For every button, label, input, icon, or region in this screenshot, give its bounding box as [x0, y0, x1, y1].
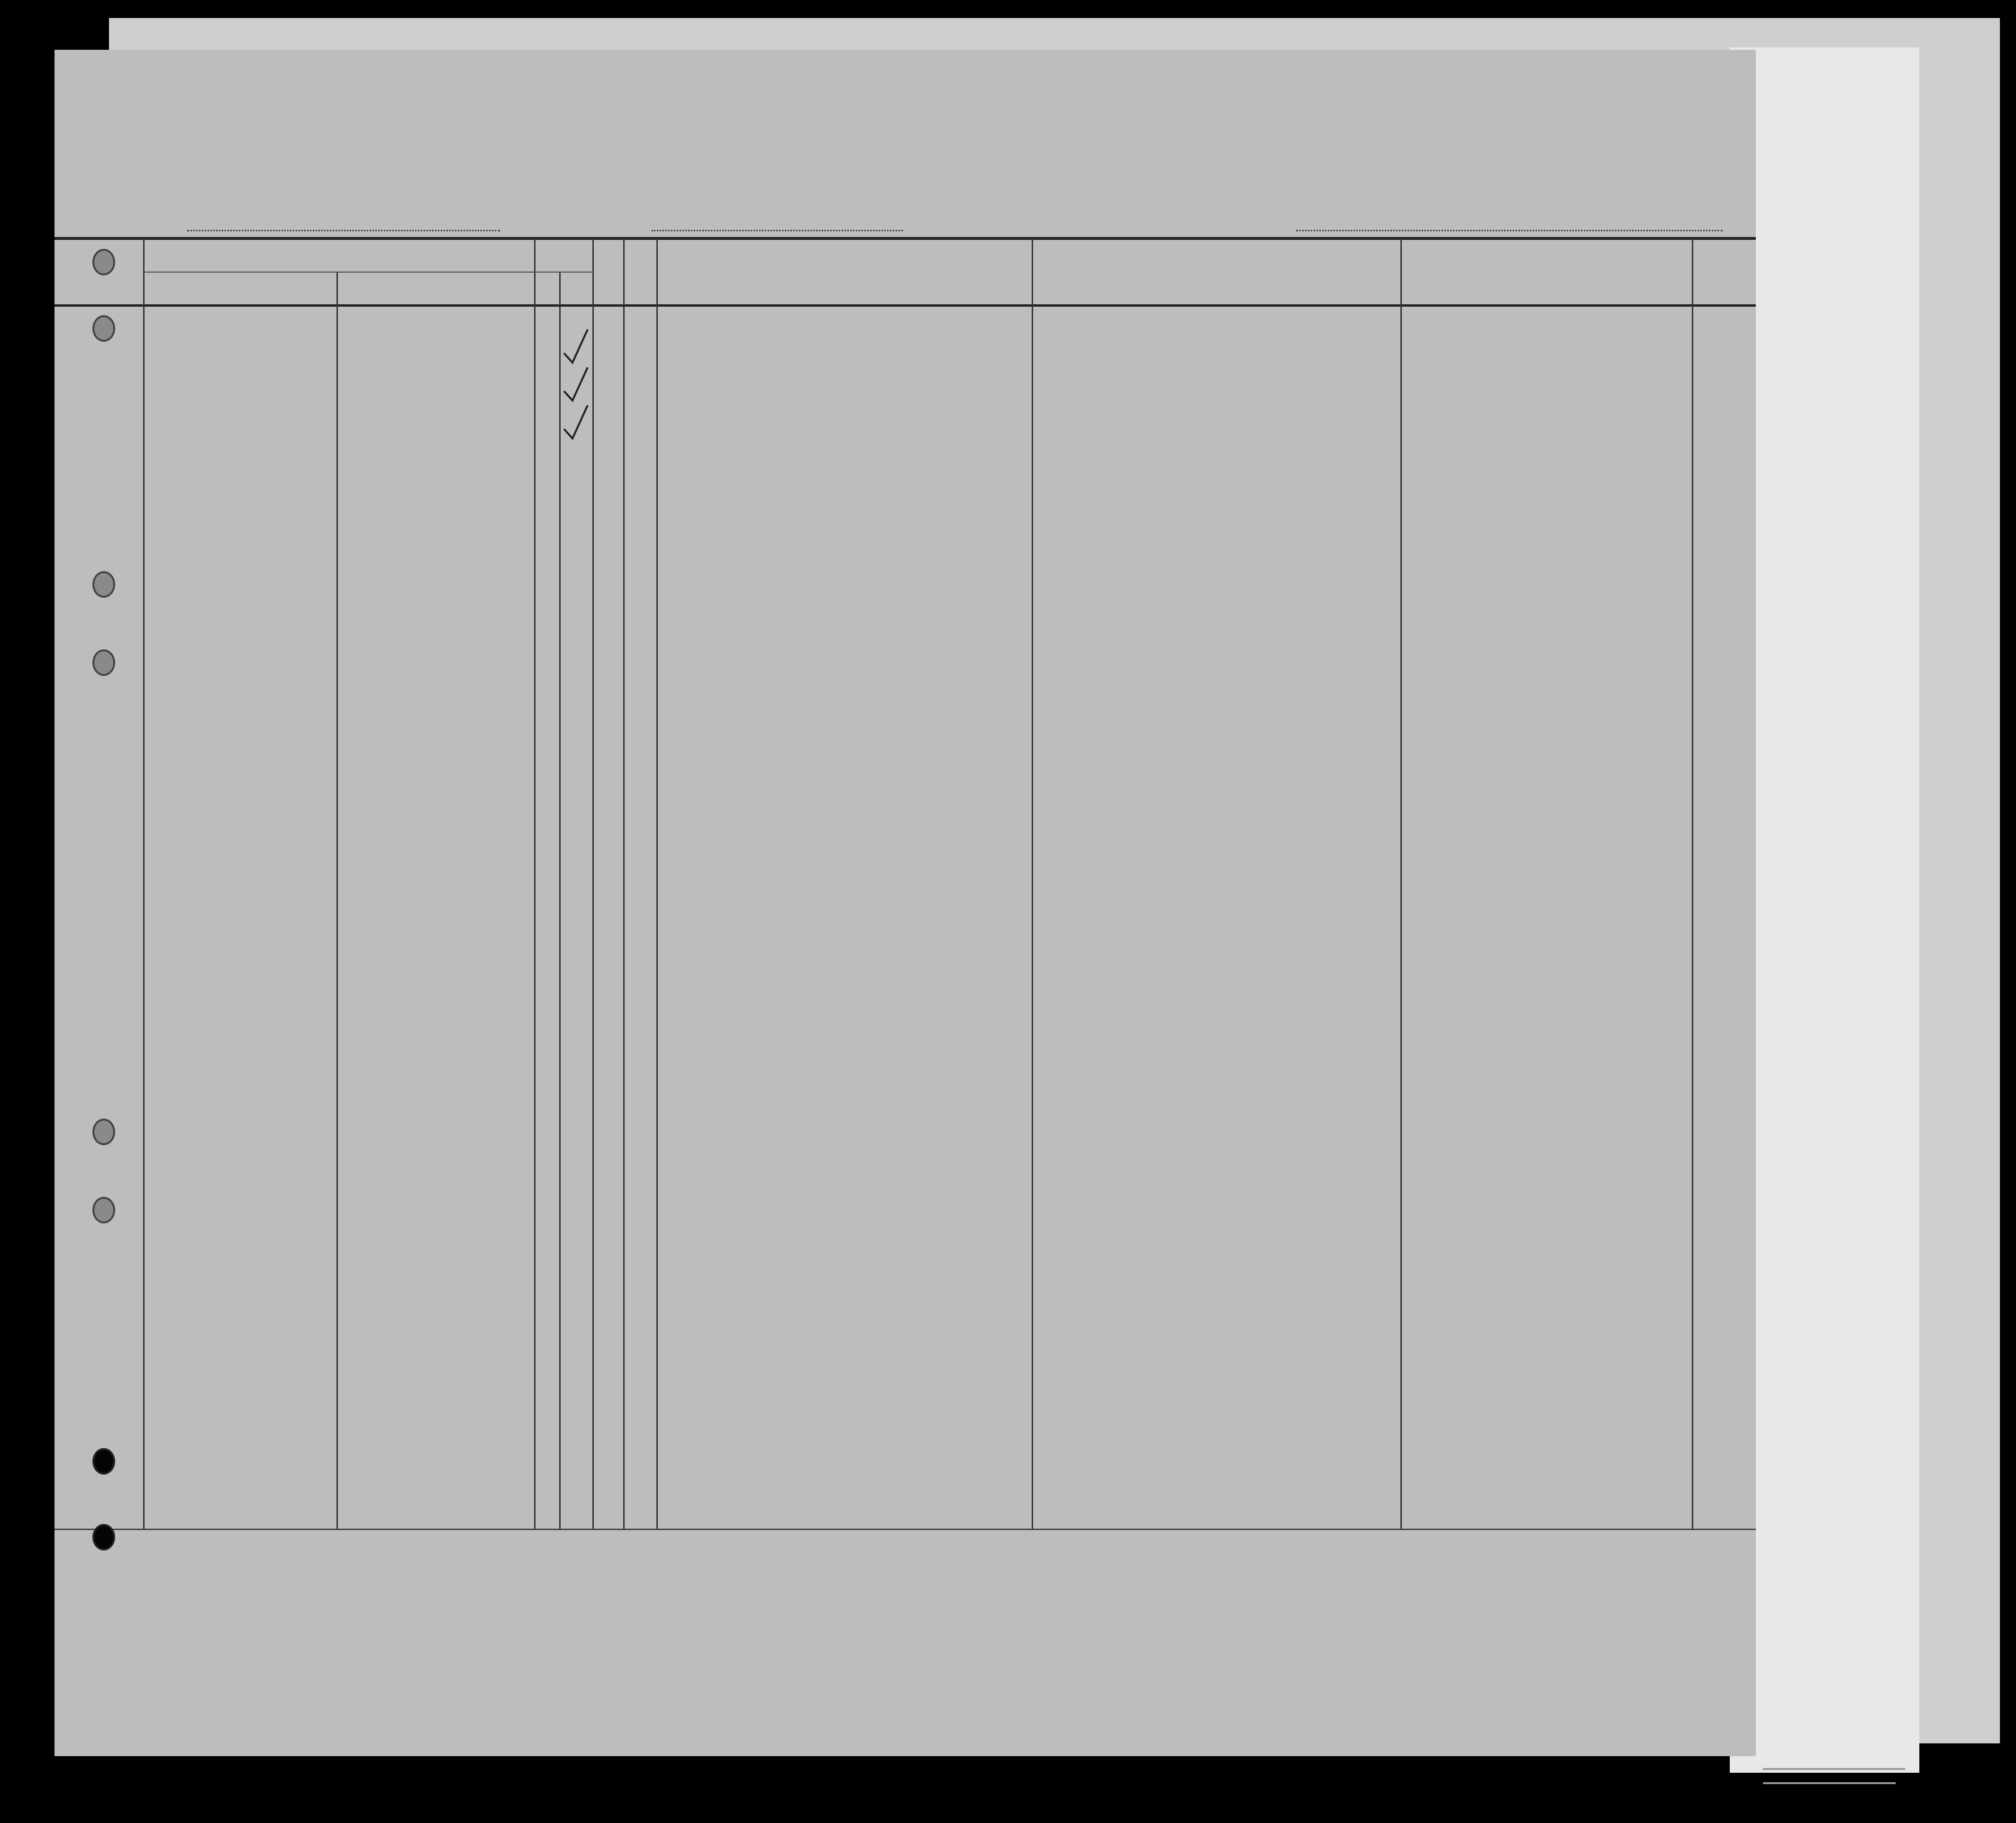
- punch-hole: [92, 571, 115, 598]
- punch-hole: [92, 1119, 115, 1145]
- col-line: [1032, 238, 1033, 1530]
- col-line: [143, 238, 145, 1530]
- col-line: [623, 238, 625, 1530]
- punch-hole: [92, 649, 115, 676]
- table-bottom-border: [54, 1529, 1756, 1530]
- punch-hole: [92, 1448, 115, 1475]
- check-mark: [564, 329, 588, 363]
- col-line: [336, 273, 338, 1530]
- col-line: [1692, 238, 1693, 1530]
- table-top-border: [54, 237, 1756, 240]
- page-edge-line: [1763, 1768, 1905, 1770]
- col-line: [656, 238, 658, 1530]
- arrival-fill-line: [1296, 230, 1723, 231]
- age-subheader-line: [534, 272, 592, 273]
- name-subheader-line: [143, 272, 534, 273]
- ship-fill-line: [187, 230, 500, 231]
- punch-hole: [92, 249, 115, 275]
- punch-hole: [92, 1524, 115, 1550]
- page-edge-line: [1763, 1782, 1896, 1784]
- punch-hole: [92, 1197, 115, 1223]
- col-line: [534, 238, 536, 1530]
- check-marks: [559, 325, 597, 486]
- punch-hole: [92, 315, 115, 342]
- check-mark: [564, 367, 588, 401]
- check-mark: [564, 405, 588, 438]
- manifest-sheet: [54, 50, 1756, 1756]
- header-bottom-border: [54, 304, 1756, 307]
- background-page-edge: [1730, 47, 1919, 1773]
- sailing-fill-line: [652, 230, 903, 231]
- col-line: [1400, 238, 1402, 1530]
